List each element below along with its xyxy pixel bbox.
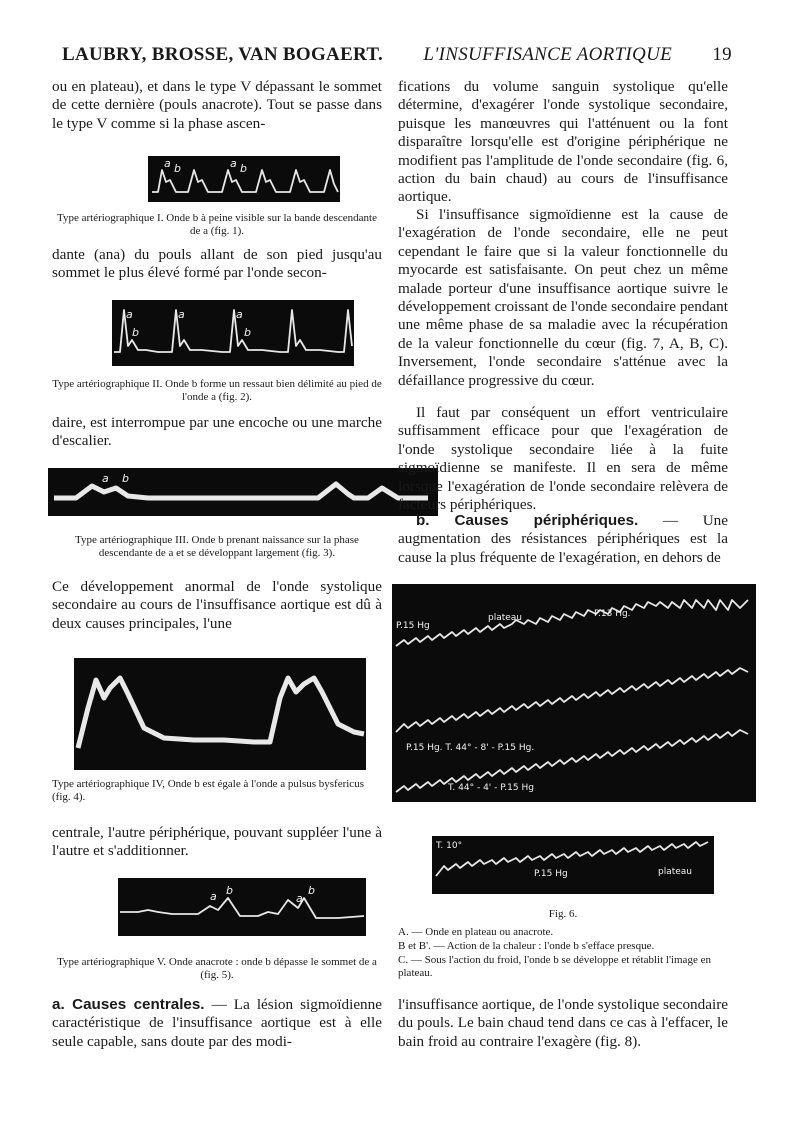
figure-3-caption: Type artériographique III. Onde b prenant naissance sur la phase descendante de a et se développant largement (fig. 3).: [75, 534, 359, 559]
figure-5-trace: [118, 878, 366, 936]
fig3-label-a: a: [102, 472, 109, 485]
right-paragraph-5: l'insuffisance aortique, de l'onde systolique secondaire du pouls. Le bain chaud tend dans ce cas à l'effacer, le bain froid au contraire l'exagère (fig. 8).: [398, 996, 728, 1050]
fig1-label-a2: a: [230, 157, 237, 170]
left-paragraph-5: centrale, l'autre périphérique, pouvant suppléer l'une à l'autre et s'additionner.: [52, 824, 382, 860]
section-body-causes-peripheriques: — Une augmentation des résistances périphériques est la cause la plus fréquente de l'exagération, en dehors de: [398, 512, 728, 566]
header-title: L'INSUFFISANCE AORTIQUE: [423, 44, 673, 65]
section-heading-causes-peripheriques: b. Causes périphériques.: [416, 512, 639, 529]
left-paragraph-1: ou en plateau), et dans le type V dépassant le sommet de cette dernière (pouls anacrote). Tout se passe dans le type V comme si la phase ascen-: [52, 78, 382, 132]
fig1-label-b: b: [174, 162, 181, 175]
section-body-causes-centrales: — La lésion sigmoïdienne caractéristique de l'insuffisance aortique est à elle seule capable, sans doute par des modi-: [52, 996, 382, 1050]
figure-5-caption: Type artériographique V. Onde anacrote : onde b dépasse le sommet de a (fig. 5).: [57, 956, 377, 981]
figure-1-caption: Type artériographique I. Onde b à peine visible sur la bande descendante de a (fig. 1).: [57, 212, 377, 237]
right-paragraph-1: fications du volume sanguin systolique qu'elle détermine, d'exagérer l'onde systolique secondaire, puisque les manœuvres qui l'atténuent ou la font disparaître lorsqu'elle est d'origine périphérique ne modifient pas l'amplitude de l'onde secondaire (fig. 6, action du bain chaud) au cours de l'insuffisance aortique.: [398, 78, 728, 206]
fig6-label-bprime-line: T. 44° - 4' - P.15 Hg: [448, 783, 534, 793]
fig2-label-b2: b: [244, 326, 251, 339]
left-paragraph-4: Ce développement anormal de l'onde systolique secondaire au cours de l'insuffisance aortique est dû à deux causes principales, l'une: [52, 578, 382, 632]
fig2-label-a3: a: [236, 308, 243, 321]
fig2-label-b: b: [132, 326, 139, 339]
figure-4-caption: Type artériographique IV, Onde b est égale à l'onde a pulsus bysfericus (fig. 4).: [52, 778, 364, 803]
right-paragraph-2: Si l'insuffisance sigmoïdienne est la cause de l'exagération de l'onde secondaire, elle ne peut cependant le faire que si la valeur fonctionnelle du myocarde est satisfaisante. On peut chez un même malade porteur d'une insuffisance aortique suivre le développement croissant de l'onde secondaire pendant une même phase de sa maladie avec la récupération de la valeur fonctionnelle du cœur (fig. 7, A, B, C). Inversement, l'onde secondaire s'atténue avec la défaillance progressive du cœur.: [398, 206, 728, 389]
figure-6-legend-b: B et B'. — Action de la chaleur : l'onde b s'efface presque.: [398, 940, 655, 952]
figure-2-caption: Type artériographique II. Onde b forme un ressaut bien délimité au pied de l'onde a (fig. 2).: [52, 378, 382, 403]
figure-6-trace-c: [432, 836, 714, 894]
fig6-label-t10: T. 10°: [436, 841, 463, 851]
page-number: 19: [712, 44, 732, 65]
fig1-label-a: a: [164, 157, 171, 170]
fig6-label-b-line: P.15 Hg. T. 44° - 8' - P.15 Hg.: [406, 743, 535, 753]
fig6-label-p13hg: P.13 Hg.: [594, 609, 631, 619]
figure-2-trace: [112, 300, 354, 366]
left-paragraph-3: daire, est interrompue par une encoche ou une marche d'escalier.: [52, 414, 382, 450]
fig5-label-a: a: [210, 890, 217, 903]
figure-6-title: Fig. 6.: [548, 908, 578, 920]
figure-1-trace: [148, 156, 340, 202]
left-paragraph-2: dante (ana) du pouls allant de son pied jusqu'au sommet le plus élevé formé par l'onde secon-: [52, 246, 382, 282]
figure-3-trace: [48, 468, 438, 516]
fig6-label-p15hg-c: P.15 Hg: [534, 869, 568, 879]
fig3-label-b: b: [122, 472, 129, 485]
fig2-label-a: a: [126, 308, 133, 321]
fig6-label-plateau-c: plateau: [658, 867, 693, 877]
figure-6-legend-a: A. — Onde en plateau ou anacrote.: [398, 926, 554, 938]
figure-4-trace: [74, 658, 366, 770]
right-paragraph-3: Il faut par conséquent un effort ventriculaire suffisamment efficace pour que l'exagération de l'onde systolique secondaire liée à la fuite sigmoïdienne se manifeste. Il en sera de même lorsque l'exagération de l'onde secondaire relèvera de facteurs périphériques.: [398, 404, 728, 514]
fig6-label-plateau-1: plateau: [488, 613, 523, 623]
section-heading-causes-centrales: a. Causes centrales.: [52, 996, 205, 1013]
fig5-label-a2: a: [296, 892, 303, 905]
right-paragraph-4: [398, 512, 728, 567]
running-header: [62, 44, 732, 72]
fig6-label-p15hg-1: P.15 Hg: [396, 621, 430, 631]
left-paragraph-6: [52, 996, 382, 1051]
fig5-label-b2: b: [308, 884, 315, 897]
fig5-label-b: b: [226, 884, 233, 897]
figure-6-legend-c: C. — Sous l'action du froid, l'onde b se développe et rétablit l'image en plateau.: [398, 954, 711, 979]
figure-6-traces-ab: [392, 584, 756, 802]
fig2-label-a2: a: [178, 308, 185, 321]
header-authors: LAUBRY, BROSSE, VAN BOGAERT.: [62, 44, 384, 65]
fig1-label-b2: b: [240, 162, 247, 175]
